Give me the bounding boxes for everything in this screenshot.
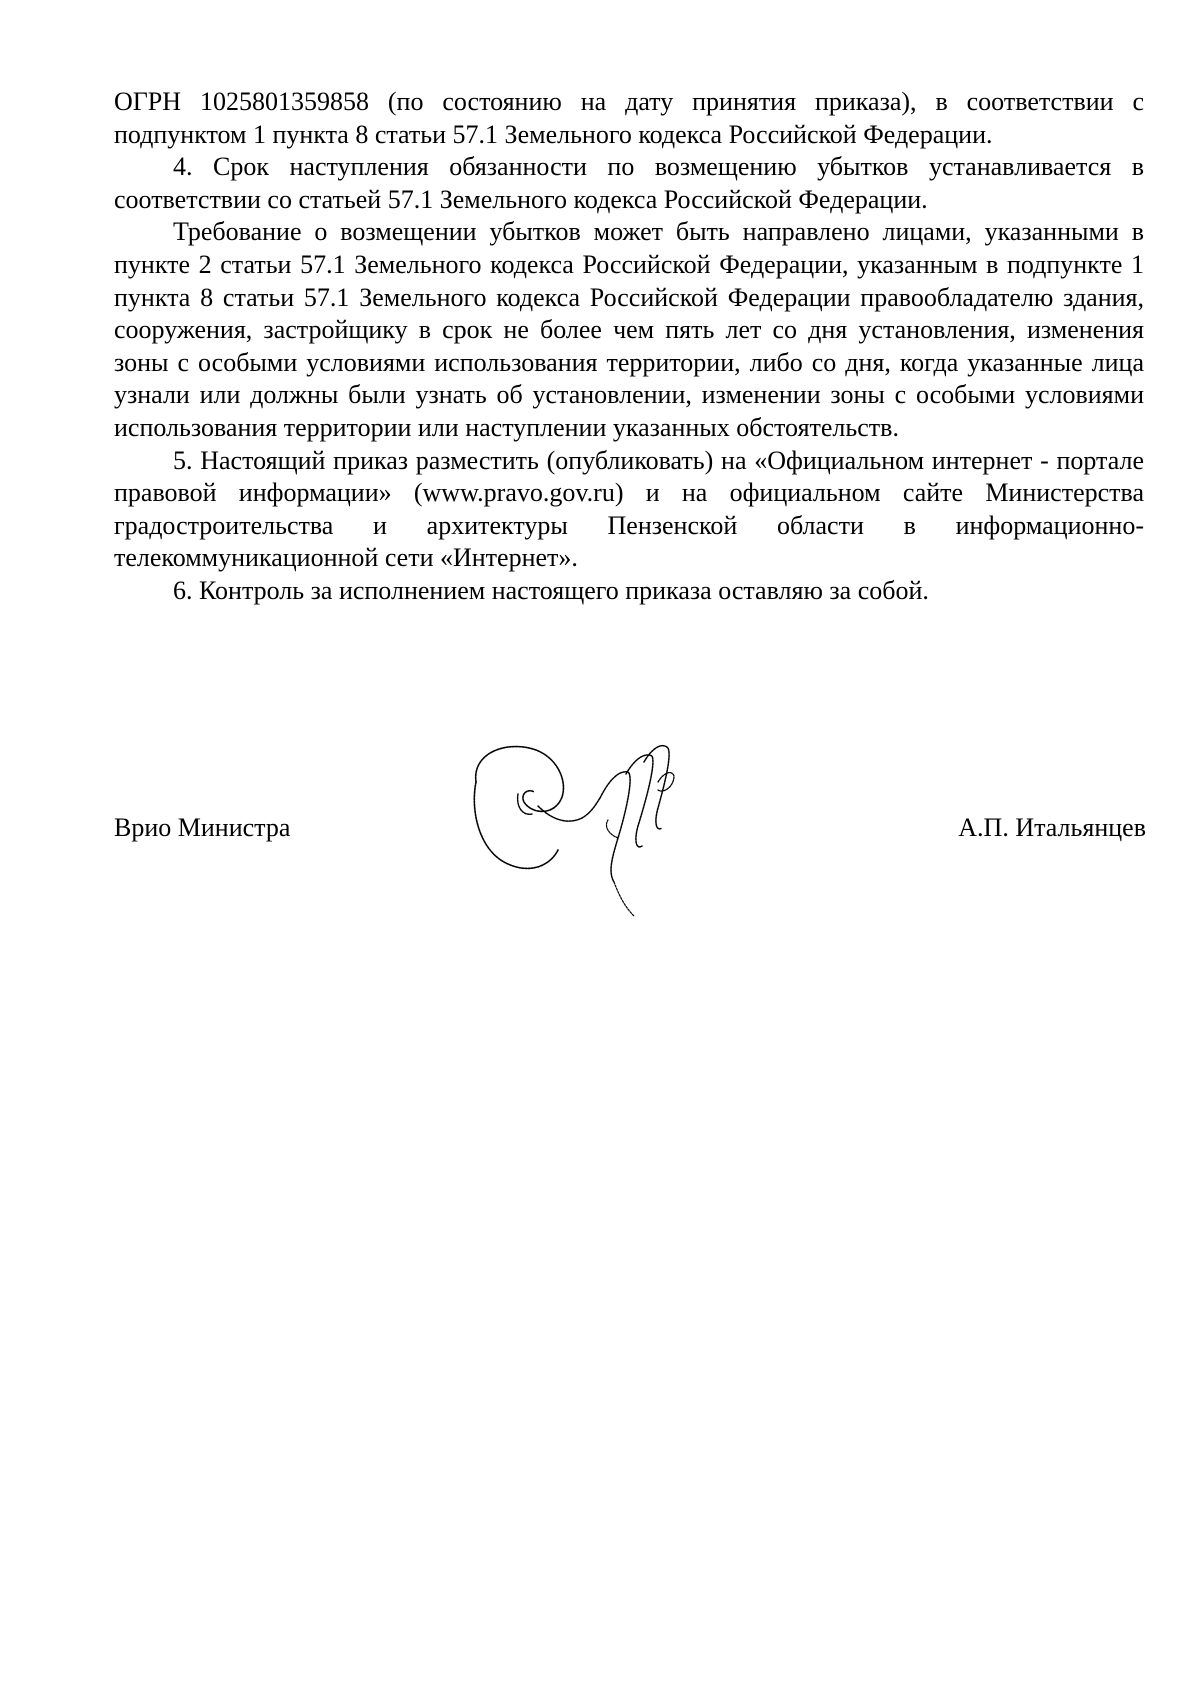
handwritten-signature <box>458 742 738 922</box>
paragraph-item-5: 5. Настоящий приказ разместить (опубликовать) на «Официальном интернет - портале правовой информации» (www.pravo.gov.ru) и на официальном сайте Министерства градостроительства и архитектуры Пензенской области в информационно-телекоммуникационной сети «Интернет». <box>114 445 1144 573</box>
signatory-name: А.П. Итальянцев <box>958 813 1146 842</box>
signatory-position: Врио Министра <box>114 813 291 842</box>
document-body <box>114 86 1144 608</box>
paragraph-damages-claim: Требование о возмещении убытков может быть направлено лицами, указанными в пункте 2 статьи 57.1 Земельного кодекса Российской Федерации, указанным в подпункте 1 пункта 8 статьи 57.1 Земельного кодекса Российской Федерации правообладателю здания, сооружения, застройщику в срок не более чем пять лет со дня установления, изменения зоны с особыми условиями использования территории, либо со дня, когда указанные лица узнали или должны были узнать об установлении, изменении зоны с особыми условиями использования территории или наступлении указанных обстоятельств. <box>114 217 1144 442</box>
paragraph-ogrn-continuation: ОГРН 1025801359858 (по состоянию на дату принятия приказа), в соответствии с подпунктом 1 пункта 8 статьи 57.1 Земельного кодекса Российской Федерации. <box>114 87 1144 149</box>
paragraph-item-4: 4. Срок наступления обязанности по возмещению убытков устанавливается в соответствии со статьей 57.1 Земельного кодекса Российской Федерации. <box>114 152 1144 214</box>
paragraph-item-6: 6. Контроль за исполнением настоящего приказа оставляю за собой. <box>173 575 929 605</box>
